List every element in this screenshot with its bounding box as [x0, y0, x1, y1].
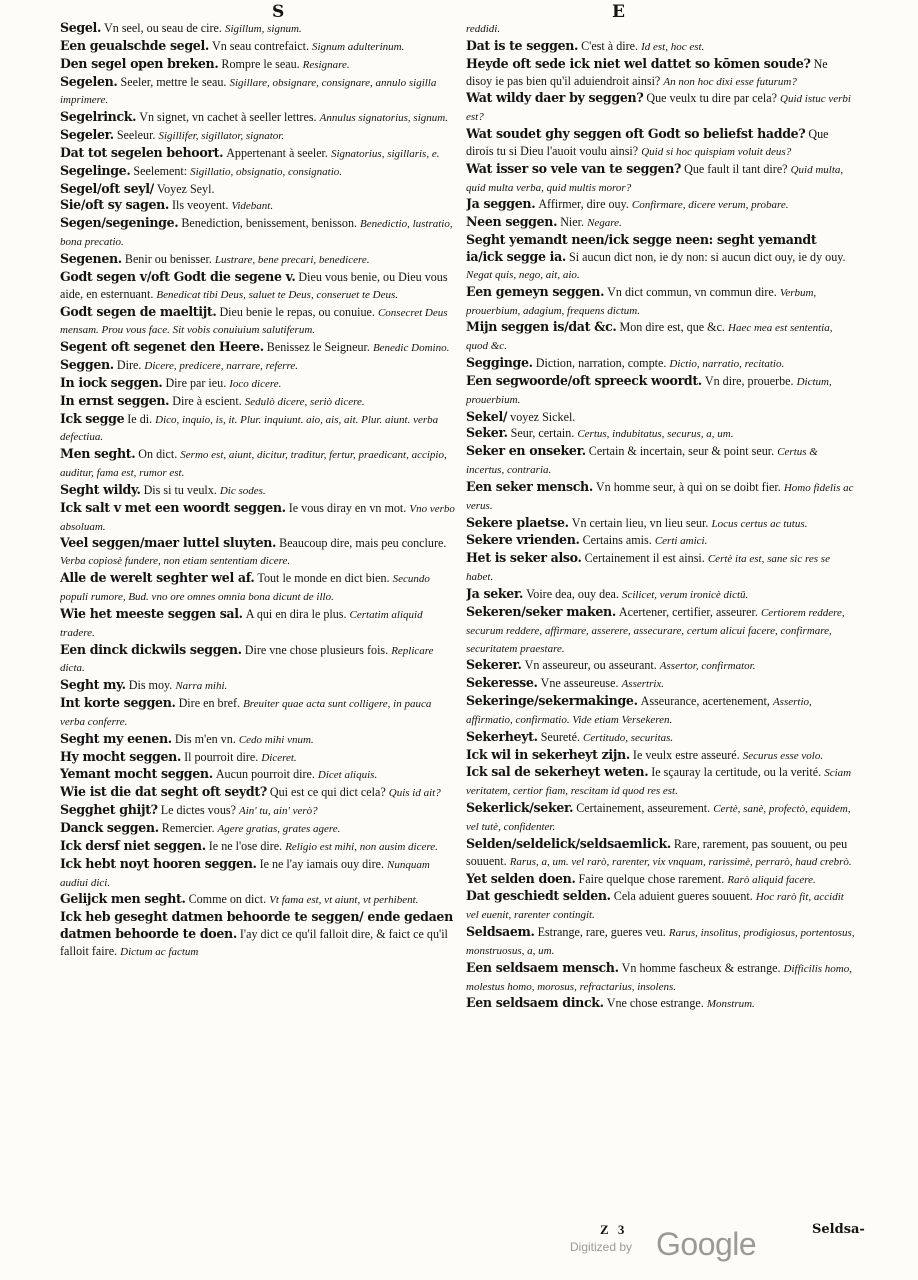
entry-term: Segenen. [60, 250, 122, 266]
dictionary-entry [60, 197, 455, 215]
entry-gloss: Voire dea, ouy dea. [526, 587, 619, 601]
dictionary-entry [466, 196, 856, 214]
entry-term: Alle de werelt seghter wel af. [60, 570, 255, 586]
entry-gloss: Dieu benie le repas, ou conuiue. [219, 304, 375, 319]
entry-gloss: Vn seau contrefaict. [211, 38, 310, 53]
entry-latin: Id est, hoc est. [641, 40, 705, 53]
entry-gloss: Tout le monde en dict bien. [257, 571, 390, 586]
entry-term: Yemant mocht seggen. [60, 766, 213, 782]
entry-latin: Consecret Deus mensam. Prou vous face. Sit vobis conuiuium salutiferum. [60, 306, 448, 337]
entry-term: Segeler. [60, 127, 114, 143]
dictionary-entry [60, 251, 455, 269]
entry-term: Dat geschiedt selden. [466, 888, 611, 904]
entry-gloss: Beaucoup dire, mais peu conclure. [279, 536, 447, 551]
entry-latin: Dic sodes. [219, 484, 266, 497]
dictionary-entry [466, 409, 856, 426]
dictionary-entry [60, 766, 455, 784]
dictionary-entry [60, 357, 455, 375]
entry-latin: Certus, indubitatus, securus, a, um. [577, 428, 734, 441]
entry-term: Sekeringe/sekermakinge. [466, 693, 638, 709]
dictionary-entry [60, 642, 455, 678]
entry-gloss: On dict. [138, 447, 178, 462]
entry-gloss: Benir ou benisser. [124, 251, 212, 266]
dictionary-entry [466, 515, 856, 533]
entry-latin: Quid istuc verbi est? [466, 93, 851, 124]
entry-gloss: Que dirois tu si Dieu l'auoit voulu ainsi? [466, 127, 829, 158]
entry-gloss: Vne chose estrange. [606, 996, 704, 1011]
entry-term: Segel. [60, 20, 101, 35]
dictionary-entry [60, 500, 455, 536]
entry-latin: Signatorius, sigillaris, e. [330, 147, 440, 160]
entry-gloss: Vn homme seur, à qui on se doibt fier. [595, 479, 781, 494]
entry-latin: Sciam veritatem, certior fiam, rescitam id quod res est. [466, 767, 852, 798]
entry-term: Ick segge [60, 410, 125, 426]
entry-gloss: Seeleur. [116, 128, 156, 143]
entry-latin: Diceret. [261, 751, 297, 764]
dictionary-entry [466, 443, 856, 479]
entry-term: Ick heb geseght datmen behoorde te seggen/ ende gedaen datmen behoorde te doen. [60, 909, 453, 942]
entry-latin: Dicere, predicere, narrare, referre. [144, 360, 299, 373]
dictionary-entry [466, 586, 856, 604]
entry-latin: Sigillifer, sigillator, signator. [158, 130, 285, 143]
entry-term: Danck seggen. [60, 819, 159, 835]
entry-gloss: Ne disoy ie pas bien qu'il aduiendroit ainsi? [466, 56, 828, 88]
entry-gloss: Certainement il est ainsi. [584, 551, 705, 566]
entry-term: Seldsaem. [466, 924, 535, 940]
dictionary-entry [466, 924, 856, 960]
entry-term: Wie het meeste seggen sal. [60, 605, 243, 621]
dictionary-entry [60, 677, 455, 695]
dictionary-entry [60, 446, 455, 482]
entry-gloss: Nier. [560, 215, 585, 230]
entry-gloss: Cela aduient gueres souuent. [613, 889, 753, 904]
entry-latin: Annulus signatorius, signum. [319, 112, 448, 125]
entry-term: Sekeren/seker maken. [466, 603, 616, 619]
entry-latin: Hoc rarò fit, accidit vel euenit, rarenter contingit. [466, 891, 844, 922]
entry-latin: Cedo mihi vnum. [238, 733, 314, 746]
entry-latin: Certiorem reddere, securum reddere, affirmare, asserere, assecurare, certum alicui facere, confirmare, securitatem praestare. [466, 606, 845, 655]
entry-term: Een seldsaem mensch. [466, 959, 619, 975]
dictionary-entry [466, 425, 856, 443]
entry-gloss: Dis si tu veulx. [143, 482, 217, 497]
entry-latin: Rarò aliquid facere. [727, 873, 816, 886]
entry-gloss: Si aucun dict non, ie dy non: si aucun dict ouy, ie dy ouy. [568, 249, 846, 264]
entry-term: Wat soudet ghy seggen oft Godt so beliefst hadde? [466, 126, 806, 142]
entry-term: Seght wildy. [60, 481, 141, 497]
entry-gloss: Seur, certain. [510, 426, 575, 441]
entry-latin: Vno verbo absoluam. [60, 502, 455, 533]
entry-gloss: voyez Sickel. [510, 409, 576, 424]
entry-latin: Difficilis homo, molestus homo, morosus, refractarius, insolens. [466, 962, 852, 993]
entry-term: Dat tot segelen behoort. [60, 144, 224, 160]
entry-term: Heyde oft sede ick niet wel dattet so kōmen soude? [466, 55, 811, 71]
entry-term: Hy mocht seggen. [60, 748, 182, 764]
entry-gloss: Le dictes vous? [160, 803, 236, 818]
entry-term: Segen/segeninge. [60, 215, 179, 231]
entry-term: Mijn seggen is/dat &c. [466, 319, 617, 335]
entry-term: Seght my eenen. [60, 730, 172, 746]
dictionary-entry [60, 909, 455, 961]
entry-gloss: Remercier. [161, 820, 215, 835]
entry-term: Ick wil in sekerheyt zijn. [466, 746, 630, 762]
entry-term: Een dinck dickwils seggen. [60, 641, 242, 657]
entry-term: Ick salt v met een woordt seggen. [60, 499, 286, 515]
entry-term: Seght yemandt neen/ick segge neen: seght yemandt ia/ick segge ia. [466, 232, 817, 264]
entry-gloss: Seureté. [540, 729, 580, 744]
dictionary-entry [60, 891, 455, 909]
entry-latin: Certus & incertus, contraria. [466, 446, 818, 477]
entry-term: Den segel open breken. [60, 55, 219, 71]
entry-term: Ja seker. [466, 586, 524, 601]
dictionary-entry [466, 995, 856, 1013]
entry-gloss: Ie ne l'ay iamais ouy dire. [259, 856, 384, 871]
entry-gloss: I'ay dict ce qu'il falloit dire, & faict ce qu'il falloit faire. [60, 927, 448, 958]
header-left-letter: S [272, 2, 285, 22]
entry-gloss: Dire à escient. [172, 393, 242, 408]
dictionary-entry [60, 482, 455, 500]
digitized-watermark [570, 1226, 760, 1266]
entry-latin: Rarus, insolitus, prodigiosus, portentosus, monstruosus, a, um. [466, 927, 855, 957]
entry-term: Yet selden doen. [466, 870, 576, 886]
dictionary-entry [466, 319, 856, 355]
dictionary-entry [60, 304, 455, 340]
entry-gloss: Il pourroit dire. [184, 749, 259, 764]
right-column [466, 20, 856, 1013]
entry-term: Een seker mensch. [466, 478, 593, 494]
dictionary-entry [466, 871, 856, 889]
entry-gloss: Mon dire est, que &c. [619, 320, 725, 335]
entry-gloss: Ie sçauray la certitude, ou la verité. [651, 765, 822, 780]
watermark-logo-text: Google [656, 1226, 757, 1262]
entry-term: Wat wildy daer by seggen? [466, 90, 644, 106]
dictionary-entry [60, 411, 455, 447]
entry-term: In iock seggen. [60, 374, 163, 390]
left-column [60, 20, 455, 961]
dictionary-entry [60, 339, 455, 357]
entry-gloss: Ie di. [127, 411, 153, 426]
entry-gloss: Dire vne chose plusieurs fois. [244, 642, 389, 657]
entry-term: Het is seker also. [466, 550, 582, 566]
entry-gloss: A qui en dira le plus. [245, 606, 347, 621]
entry-term: Ick dersf niet seggen. [60, 837, 206, 853]
dictionary-entry [60, 375, 455, 393]
dictionary-entry [466, 214, 856, 232]
entry-gloss: Que fault il tant dire? [684, 161, 788, 176]
entry-gloss: Rompre le seau. [221, 56, 300, 71]
entry-gloss: Dieu vous benie, ou Dieu vous aide, en esternuant. [60, 269, 448, 301]
dictionary-entry [60, 109, 455, 127]
dictionary-entry [466, 532, 856, 550]
entry-latin: Homo fidelis ac verus. [466, 481, 854, 512]
dictionary-entry [60, 838, 455, 856]
entry-term: Wat isser so vele van te seggen? [466, 160, 682, 176]
entry-latin: Haec mea est sententia, quod &c. [466, 322, 833, 353]
dictionary-entry [466, 284, 856, 320]
entry-latin: Narra mihi. [175, 680, 228, 693]
dictionary-entry [60, 269, 455, 304]
entry-term: Gelijck men seght. [60, 891, 186, 907]
entry-latin: Securus esse volo. [742, 749, 824, 762]
dictionary-entry [60, 145, 455, 163]
entry-gloss: Ils veoyent. [172, 198, 229, 213]
entry-term: Segelrinck. [60, 109, 137, 125]
entry-term: Segent oft segenet den Heere. [60, 339, 264, 355]
entry-gloss: Vn dire, prouerbe. [704, 373, 794, 388]
entry-latin: Dictio, narratio, recitatio. [669, 358, 785, 371]
entry-latin: Dictum ac factum [120, 945, 199, 958]
entry-gloss: Qui est ce qui dict cela? [269, 785, 386, 800]
entry-gloss: Vn asseureur, ou asseurant. [524, 658, 657, 673]
entry-gloss: C'est à dire. [581, 38, 639, 53]
entry-gloss: Seelement: [133, 163, 188, 178]
dictionary-entry [466, 675, 856, 693]
entry-term: Ick sal de sekerheyt weten. [466, 764, 649, 780]
catchword: Seldsa- [812, 1222, 865, 1237]
entry-term: Een seldsaem dinck. [466, 995, 604, 1011]
entry-latin: Certatim aliquid tradere. [60, 608, 423, 639]
entry-term: Neen seggen. [466, 214, 558, 230]
entry-gloss: Certains amis. [582, 533, 652, 548]
entry-term: Wie ist die dat seght oft seydt? [60, 784, 267, 800]
entry-term: Segginge. [466, 355, 533, 371]
entry-latin: reddidi. [466, 23, 501, 35]
dictionary-entry [60, 163, 455, 181]
entry-gloss: Asseurance, acertenement, [640, 694, 770, 709]
dictionary-entry [466, 888, 856, 924]
entry-term: Seker. [466, 425, 508, 441]
dictionary-entry [466, 604, 856, 658]
entry-term: Ick hebt noyt hooren seggen. [60, 855, 257, 871]
dictionary-entry [466, 56, 856, 91]
entry-latin: Benedictio, lustratio, bona precatio. [60, 218, 453, 249]
entry-latin: Vt fama est, vt aiunt, vt perhibent. [269, 894, 419, 907]
entry-gloss: Faire quelque chose rarement. [578, 871, 725, 886]
entry-gloss: Ie vous diray en vn mot. [288, 500, 407, 515]
dictionary-entry [60, 56, 455, 74]
entry-latin: Sedulò dicere, seriò dicere. [244, 395, 365, 408]
dictionary-entry [60, 74, 455, 110]
entry-gloss: Vne asseureuse. [540, 676, 619, 691]
entry-gloss: Affirmer, dire ouy. [538, 197, 629, 212]
entry-gloss: Aucun pourroit dire. [215, 767, 315, 782]
entry-gloss: Dire en bref. [178, 696, 241, 711]
entry-latin: Benedic Domino. [372, 342, 450, 355]
entry-latin: Agere gratias, grates agere. [217, 822, 341, 835]
entry-latin: Quid si hoc quispiam voluit deus? [641, 145, 792, 158]
entry-latin: Negare. [587, 217, 622, 230]
entry-gloss: Que veulx tu dire par cela? [646, 91, 778, 106]
dictionary-entry [466, 836, 856, 871]
dictionary-entry [60, 820, 455, 838]
entry-term: Sekeresse. [466, 675, 538, 691]
entry-gloss: Vn homme fascheux & estrange. [621, 960, 781, 975]
dictionary-entry [60, 570, 455, 606]
dictionary-entry [466, 126, 856, 161]
entry-gloss: Dis m'en vn. [174, 731, 236, 746]
entry-gloss: Diction, narration, compte. [535, 356, 667, 371]
entry-latin: Sigillatio, obsignatio, consignatio. [190, 165, 343, 178]
entry-term: Een segwoorde/oft spreeck woordt. [466, 372, 702, 388]
entry-term: Godt segen de maeltijt. [60, 303, 217, 319]
dictionary-entry [60, 215, 455, 251]
entry-term: Sekere vrienden. [466, 532, 580, 548]
entry-gloss: Estrange, rare, gueres veu. [537, 925, 666, 940]
entry-term: In ernst seggen. [60, 392, 170, 408]
entry-latin: Rarus, a, um. vel rarò, rarenter, vix vnquam, rarissimè, perrarò, haud crebrò. [509, 855, 852, 868]
entry-latin: Certitudo, securitas. [583, 731, 674, 744]
dictionary-entry [466, 764, 856, 800]
dictionary-entry [466, 747, 856, 765]
entry-latin: Negat quis, nego, ait, aio. [466, 268, 580, 281]
entry-term: Dat is te seggen. [466, 37, 579, 53]
dictionary-entry [466, 800, 856, 836]
entry-gloss: Vn dict commun, vn commun dire. [607, 284, 777, 299]
entry-gloss: Seeler, mettre le seau. [120, 74, 227, 89]
dictionary-entry [466, 161, 856, 197]
entry-term: Int korte seggen. [60, 695, 176, 711]
entry-term: Sie/oft sy sagen. [60, 197, 169, 213]
dictionary-entry [60, 38, 455, 56]
dictionary-entry [466, 38, 856, 56]
entry-latin: Quid multa, quid multa verba, quid multis moror? [466, 163, 844, 194]
entry-latin: Benedicat tibi Deus, saluet te Deus, conseruet te Deus. [156, 288, 399, 301]
entry-latin: Verbum, prouerbium, adagium, frequens dictum. [466, 286, 817, 317]
dictionary-entry [466, 693, 856, 729]
entry-term: Ja seggen. [466, 196, 536, 212]
watermark-small-text: Digitized by [570, 1240, 633, 1254]
dictionary-entry [466, 729, 856, 747]
entry-gloss: Dis moy. [128, 678, 173, 693]
entry-term: Sekel/ [466, 408, 508, 424]
entry-latin: Sigillare, obsignare, consignare, annulo sigilla imprimere. [60, 76, 437, 107]
entry-latin: Verba copiosè fundere, non etiam sententiam dicere. [60, 555, 291, 568]
entry-term: Selden/seldelick/seldsaemlick. [466, 835, 671, 851]
dictionary-entry [60, 802, 455, 820]
entry-term: Een geualschde segel. [60, 37, 209, 53]
entry-gloss: Vn signet, vn cachet à seeller lettres. [139, 110, 317, 125]
dictionary-entry [466, 373, 856, 409]
entry-term: Seght my. [60, 677, 126, 693]
entry-latin: Lustrare, bene precari, benedicere. [214, 253, 370, 266]
entry-latin: Quis id ait? [388, 787, 441, 800]
dictionary-entry [60, 181, 455, 198]
entry-gloss: Benediction, benissement, benisson. [181, 216, 358, 231]
entry-latin: Nunquam audiui dici. [60, 858, 430, 889]
entry-latin: Certi amici. [654, 535, 708, 548]
entry-term: Segghet ghijt? [60, 802, 158, 818]
dictionary-entry [60, 127, 455, 145]
entry-gloss: Ie veulx estre asseuré. [632, 747, 740, 762]
entry-term: Sekerheyt. [466, 728, 538, 744]
entry-latin: Dicet aliquis. [317, 769, 378, 782]
entry-latin: Locus certus ac tutus. [711, 517, 808, 530]
entry-latin: Sermo est, aiunt, dicitur, traditur, fertur, praedicant, accipio, auditur, fama est, rumor est. [60, 449, 447, 480]
dictionary-entry [466, 479, 856, 515]
header-right-letter: E [612, 2, 625, 22]
entry-gloss: Vn certain lieu, vn lieu seur. [571, 515, 709, 530]
entry-latin: Monstrum. [706, 998, 755, 1011]
entry-latin: Resignare. [302, 58, 350, 71]
entry-term: Godt segen v/oft Godt die segene v. [60, 268, 296, 284]
entry-gloss: Benissez le Seigneur. [266, 340, 370, 355]
entry-latin: Sigillum, signum. [224, 23, 302, 35]
dictionary-entry [60, 784, 455, 802]
entry-term: Een gemeyn seggen. [466, 283, 605, 299]
entry-latin: Certè, sanè, profectò, equidem, vel tutè, confidenter. [466, 803, 851, 833]
signature-mark: Z 3 [600, 1222, 628, 1237]
entry-gloss: Ie ne l'ose dire. [208, 838, 283, 853]
entry-term: Segel/oft seyl/ [60, 180, 154, 196]
dictionary-entry [466, 355, 856, 373]
entry-term: Seker en onseker. [466, 443, 586, 459]
dictionary-entry [466, 20, 856, 38]
entry-latin: Dico, inquio, is, it. Plur. inquiunt. aio, ais, ait. Plur. aiunt. verba defectiua. [60, 413, 439, 444]
entry-term: Sekerlick/seker. [466, 800, 574, 816]
entry-latin: Dictum, prouerbium. [466, 375, 832, 406]
dictionary-entry [60, 393, 455, 411]
entry-latin: Signum adulterinum. [312, 40, 405, 53]
entry-gloss: Rare, rarement, pas souuent, ou peu souuent. [466, 836, 848, 868]
entry-term: Segelen. [60, 73, 118, 89]
entry-latin: Assertrix. [621, 678, 665, 691]
entry-term: Segelinge. [60, 162, 131, 178]
entry-gloss: Vn seel, ou seau de cire. [104, 21, 222, 35]
dictionary-entry [466, 960, 856, 996]
entry-term: Men seght. [60, 446, 136, 462]
entry-gloss: Certainement, asseurement. [576, 801, 711, 816]
entry-gloss: Comme on dict. [188, 892, 267, 907]
entry-term: Sekere plaetse. [466, 514, 569, 530]
dictionary-entry [466, 550, 856, 586]
dictionary-entry [60, 856, 455, 892]
dictionary-entry [466, 90, 856, 126]
entry-latin: Videbant. [231, 200, 274, 213]
entry-gloss: Dire. [116, 358, 142, 373]
entry-gloss: Acertener, certifier, asseurer. [618, 604, 758, 619]
entry-latin: Religio est mihi, non ausim dicere. [285, 840, 438, 853]
dictionary-entry [60, 20, 455, 38]
dictionary-entry [466, 657, 856, 675]
entry-latin: Ioco dicere. [229, 377, 282, 390]
entry-gloss: Voyez Seyl. [156, 181, 215, 196]
dictionary-entry [466, 232, 856, 284]
entry-latin: An non hoc dixi esse futurum? [663, 75, 797, 88]
entry-gloss: Appertenant à seeler. [226, 145, 328, 160]
entry-latin: Scilicet, verum ironicè dictū. [621, 589, 749, 601]
entry-gloss: Dire par ieu. [165, 375, 227, 390]
dictionary-entry [60, 535, 455, 570]
dictionary-entry [60, 749, 455, 767]
running-header [0, 2, 918, 22]
dictionary-entry [60, 695, 455, 731]
entry-term: Seggen. [60, 357, 114, 373]
dictionary-entry [60, 731, 455, 749]
dictionary-entry [60, 606, 455, 642]
entry-latin: Ain' tu, ain' verò? [239, 805, 318, 818]
entry-latin: Replicare dicta. [60, 644, 434, 675]
entry-latin: Secundo populi rumore, Bud. vno ore omnes omnia bona dicunt de illo. [60, 573, 430, 603]
entry-latin: Breuiter quae acta sunt colligere, in pauca verba conferre. [60, 698, 432, 728]
entry-latin: Assertor, confirmator. [659, 660, 756, 673]
entry-latin: Confirmare, dicere verum, probare. [631, 199, 789, 212]
entry-latin: Assertio, affirmatio, confirmatio. Vide etiam Versekeren. [466, 696, 812, 726]
entry-latin: Certè ita est, sane sic res se habet. [466, 553, 830, 584]
entry-term: Veel seggen/maer luttel sluyten. [60, 535, 277, 551]
entry-term: Sekerer. [466, 657, 522, 673]
entry-gloss: Certain & incertain, seur & point seur. [588, 444, 775, 459]
